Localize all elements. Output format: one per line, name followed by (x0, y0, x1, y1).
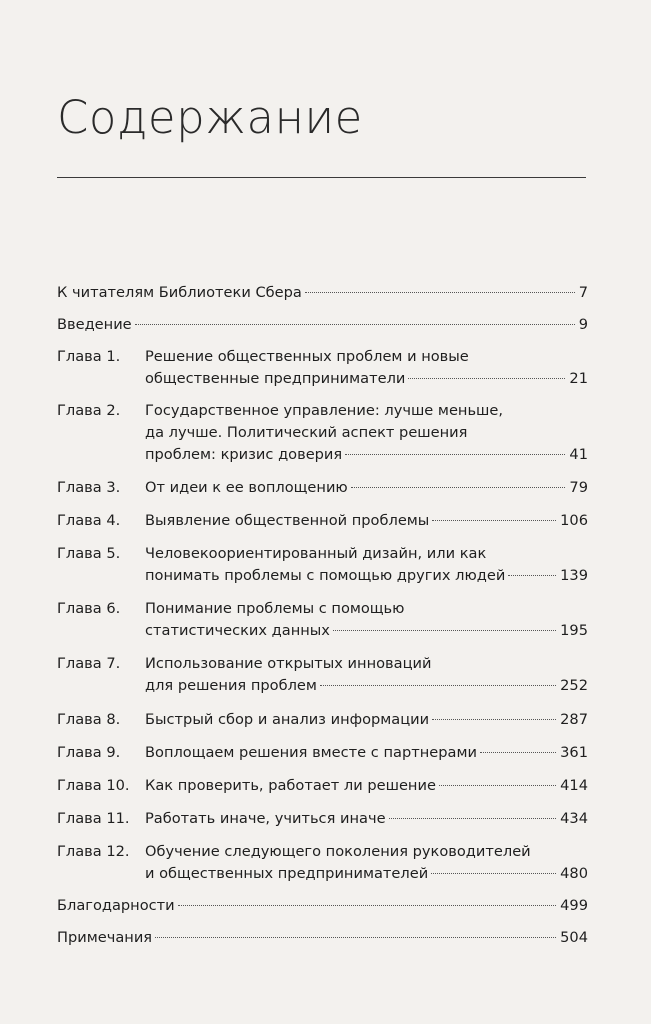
dot-leader (135, 324, 575, 325)
page-number: 7 (578, 284, 588, 301)
toc-entry (57, 775, 588, 797)
entry-title: Введение (57, 316, 132, 333)
dot-leader (155, 937, 556, 938)
entry-title: общественные предприниматели (145, 370, 406, 387)
page-number: 414 (560, 777, 588, 794)
chapter-number: Глава 12. (57, 843, 130, 860)
toc-entry (57, 742, 588, 764)
entry-title: Быстрый сбор и анализ информации (145, 711, 430, 728)
dot-leader (345, 454, 565, 455)
chapter-number: Глава 8. (57, 711, 121, 728)
page-number: 79 (569, 479, 588, 496)
chapter-number: Глава 9. (57, 744, 121, 761)
toc-entry (57, 543, 588, 587)
dot-leader (431, 873, 556, 874)
toc-entry (57, 346, 588, 390)
page-number: 287 (560, 711, 588, 728)
entry-title: Обучение следующего поколения руководителей (145, 843, 531, 860)
entry-title: Воплощаем решения вместе с партнерами (145, 744, 477, 761)
entry-title: Как проверить, работает ли решение (145, 777, 436, 794)
chapter-number: Глава 4. (57, 512, 121, 529)
entry-title: Работать иначе, учиться иначе (145, 810, 386, 827)
page-number: 106 (560, 512, 588, 529)
chapter-number: Глава 11. (57, 810, 130, 827)
entry-title: Примечания (57, 929, 153, 946)
dot-leader (305, 292, 575, 293)
page-number: 499 (560, 897, 588, 914)
dot-leader (408, 378, 565, 379)
toc-entry (57, 895, 588, 917)
entry-title: Использование открытых инноваций (145, 655, 432, 672)
chapter-number: Глава 3. (57, 479, 121, 496)
table-of-contents (57, 272, 588, 949)
toc-entry (57, 314, 588, 336)
entry-title: проблем: кризис доверия (145, 446, 343, 463)
entry-title: От идеи к ее воплощению (145, 479, 348, 496)
entry-title: для решения проблем (145, 677, 317, 694)
toc-entry (57, 598, 588, 642)
page-number: 504 (560, 929, 588, 946)
chapter-number: Глава 6. (57, 600, 121, 617)
dot-leader (333, 630, 556, 631)
page-number: 195 (560, 622, 588, 639)
entry-title: Государственное управление: лучше меньше, (145, 402, 504, 419)
dot-leader (508, 575, 556, 576)
page-number: 139 (560, 567, 588, 584)
chapter-number: Глава 2. (57, 402, 121, 419)
page-number: 361 (560, 744, 588, 761)
entry-title: и общественных предпринимателей (145, 865, 429, 882)
toc-entry (57, 282, 588, 304)
entry-title: статистических данных (145, 622, 330, 639)
dot-leader (480, 752, 556, 753)
toc-entry (57, 709, 588, 731)
chapter-number: Глава 1. (57, 348, 121, 365)
toc-entry (57, 808, 588, 830)
toc-entry (57, 477, 588, 499)
entry-title: Понимание проблемы с помощью (145, 600, 405, 617)
toc-entry (57, 927, 588, 949)
chapter-number: Глава 7. (57, 655, 121, 672)
toc-entry (57, 400, 588, 466)
page-number: 434 (560, 810, 588, 827)
dot-leader (439, 785, 556, 786)
entry-title: понимать проблемы с помощью других людей (145, 567, 506, 584)
page-number: 252 (560, 677, 588, 694)
toc-entry (57, 841, 588, 885)
toc-entry (57, 510, 588, 532)
page-number: 21 (569, 370, 588, 387)
entry-title: Человекоориентированный дизайн, или как (145, 545, 487, 562)
dot-leader (432, 520, 556, 521)
entry-title: Решение общественных проблем и новые (145, 348, 469, 365)
page-number: 480 (560, 865, 588, 882)
page-number: 9 (578, 316, 588, 333)
dot-leader (320, 685, 556, 686)
page-title: Содержание (57, 91, 363, 144)
dot-leader (351, 487, 566, 488)
entry-title: Благодарности (57, 897, 175, 914)
entry-title: да лучше. Политический аспект решения (145, 424, 468, 441)
chapter-number: Глава 5. (57, 545, 121, 562)
dot-leader (178, 905, 556, 906)
chapter-number: Глава 10. (57, 777, 130, 794)
toc-entry (57, 653, 588, 697)
title-divider (57, 177, 586, 178)
dot-leader (389, 818, 557, 819)
entry-title: К читателям Библиотеки Сбера (57, 284, 302, 301)
dot-leader (432, 719, 556, 720)
page-number: 41 (569, 446, 588, 463)
entry-title: Выявление общественной проблемы (145, 512, 430, 529)
